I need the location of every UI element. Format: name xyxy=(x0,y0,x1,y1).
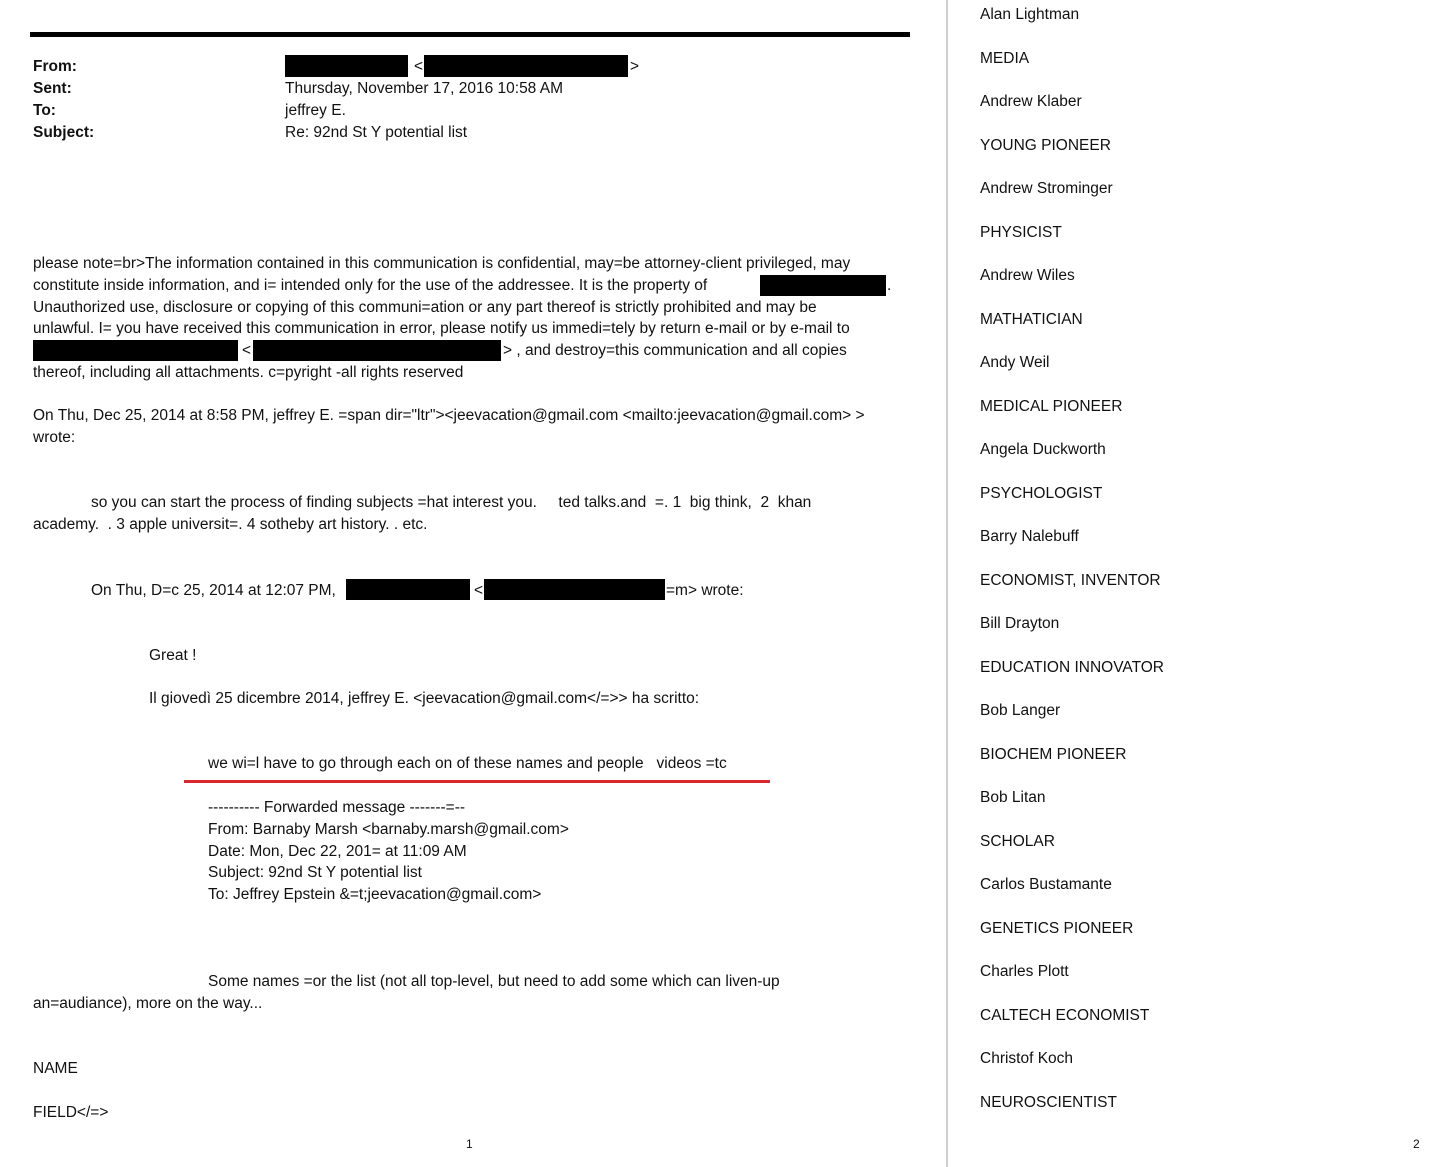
redaction-quote-email xyxy=(484,579,665,600)
redaction-company xyxy=(760,275,886,296)
forwarded-date: Date: Mon, Dec 22, 201= at 11:09 AM xyxy=(208,843,467,860)
list-field: PSYCHOLOGIST xyxy=(980,484,1103,502)
disclaimer-line: thereof, including all attachments. c=pyright -all rights reserved xyxy=(33,364,464,381)
sent-label: Sent: xyxy=(33,80,72,97)
from-gt: > xyxy=(630,58,640,75)
list-name: Andy Weil xyxy=(980,354,1050,371)
red-underline xyxy=(184,780,770,783)
redaction-quote-name xyxy=(346,579,470,600)
great-line: Great ! xyxy=(149,647,197,664)
names-intro-line: an=audiance), more on the way... xyxy=(33,995,263,1012)
page-number: 1 xyxy=(466,1137,473,1151)
quote2-prefix: On Thu, D=c 25, 2014 at 12:07 PM, xyxy=(91,582,336,599)
list-field: ECONOMIST, INVENTOR xyxy=(980,571,1161,589)
list-name: Andrew Wiles xyxy=(980,267,1075,284)
list-name: Barry Nalebuff xyxy=(980,528,1079,545)
quote2-lt: < xyxy=(474,582,484,599)
to-label: To: xyxy=(33,102,56,119)
disclaimer-line: unlawful. I= you have received this communication in error, please notify us immedi=tely by return e-mail or by e-mail to xyxy=(33,320,850,337)
forwarded-marker: ---------- Forwarded message -------=-- xyxy=(208,799,466,816)
page-2 xyxy=(948,0,1456,1167)
disclaimer-line: > , and destroy=this communication and all copies xyxy=(503,342,847,359)
list-field: MEDIA xyxy=(980,49,1030,67)
list-name: Carlos Bustamante xyxy=(980,876,1112,893)
redaction-sender-name xyxy=(285,55,408,77)
disclaimer-line: please note=br>The information contained in this communication is confidential, may=be attorney-client privileged, may xyxy=(33,255,851,272)
list-name: Alan Lightman xyxy=(980,6,1080,23)
list-name: Bill Drayton xyxy=(980,615,1060,632)
header-rule xyxy=(30,32,910,37)
list-field: MEDICAL PIONEER xyxy=(980,397,1123,415)
list-field: PHYSICIST xyxy=(980,223,1062,241)
from-label: From: xyxy=(33,58,77,75)
sent-value: Thursday, November 17, 2016 10:58 AM xyxy=(285,80,564,97)
name-label: NAME xyxy=(33,1060,78,1077)
list-field: YOUNG PIONEER xyxy=(980,136,1111,154)
quote-header-line: wrote: xyxy=(33,429,76,446)
page-number: 2 xyxy=(1413,1137,1420,1151)
highlighted-line: we wi=l have to go through each on of these names and people videos =tc xyxy=(208,755,727,772)
list-name: Christof Koch xyxy=(980,1050,1074,1067)
subject-label: Subject: xyxy=(33,124,95,141)
list-name: Bob Litan xyxy=(980,789,1046,806)
list-name: Andrew Klaber xyxy=(980,93,1082,110)
forwarded-subject: Subject: 92nd St Y potential list xyxy=(208,864,422,881)
quote2-suffix: =m> wrote: xyxy=(666,582,744,599)
list-name: Andrew Strominger xyxy=(980,180,1113,197)
quote-header-line: On Thu, Dec 25, 2014 at 8:58 PM, jeffrey E. =span dir="ltr"><jeevacation@gmail.com <mailto:jeevacation@gmail.com> > xyxy=(33,407,865,424)
list-field: SCHOLAR xyxy=(980,832,1055,850)
list-field: CALTECH ECONOMIST xyxy=(980,1006,1150,1024)
list-name: Bob Langer xyxy=(980,702,1061,719)
names-intro-line: Some names =or the list (not all top-level, but need to add some which can liven-up xyxy=(208,973,780,990)
list-field: NEUROSCIENTIST xyxy=(980,1093,1117,1111)
body-line: academy. . 3 apple universit=. 4 sotheby art history. . etc. xyxy=(33,516,428,533)
italian-quote-line: Il giovedì 25 dicembre 2014, jeffrey E. <jeevacation@gmail.com</=>> ha scritto: xyxy=(149,690,700,707)
disclaimer-period: . xyxy=(887,277,892,294)
to-value: jeffrey E. xyxy=(285,102,346,119)
subject-value: Re: 92nd St Y potential list xyxy=(285,124,468,141)
redaction-contact-name xyxy=(33,340,238,361)
forwarded-from: From: Barnaby Marsh <barnaby.marsh@gmail.com> xyxy=(208,821,569,838)
list-field: BIOCHEM PIONEER xyxy=(980,745,1127,763)
list-field: MATHATICIAN xyxy=(980,310,1083,328)
redaction-contact-email xyxy=(253,340,501,361)
forwarded-to: To: Jeffrey Epstein &=t;jeevacation@gmail.com> xyxy=(208,886,542,903)
list-field: GENETICS PIONEER xyxy=(980,919,1134,937)
list-name: Angela Duckworth xyxy=(980,441,1106,458)
from-lt: < xyxy=(414,58,424,75)
redaction-sender-email xyxy=(424,55,628,77)
list-field: EDUCATION INNOVATOR xyxy=(980,658,1165,676)
disclaimer-line: Unauthorized use, disclosure or copying of this communi=ation or any part thereof is strictly prohibited and may be xyxy=(33,299,817,316)
field-label: FIELD</=> xyxy=(33,1104,109,1121)
disclaimer-line: constitute inside information, and i= intended only for the use of the addressee. It is the property of xyxy=(33,277,708,294)
disclaimer-lt: < xyxy=(242,342,252,359)
list-name: Charles Plott xyxy=(980,963,1069,980)
body-line: so you can start the process of finding subjects =hat interest you. ted talks.and =. 1 big think, 2 khan xyxy=(91,494,812,511)
